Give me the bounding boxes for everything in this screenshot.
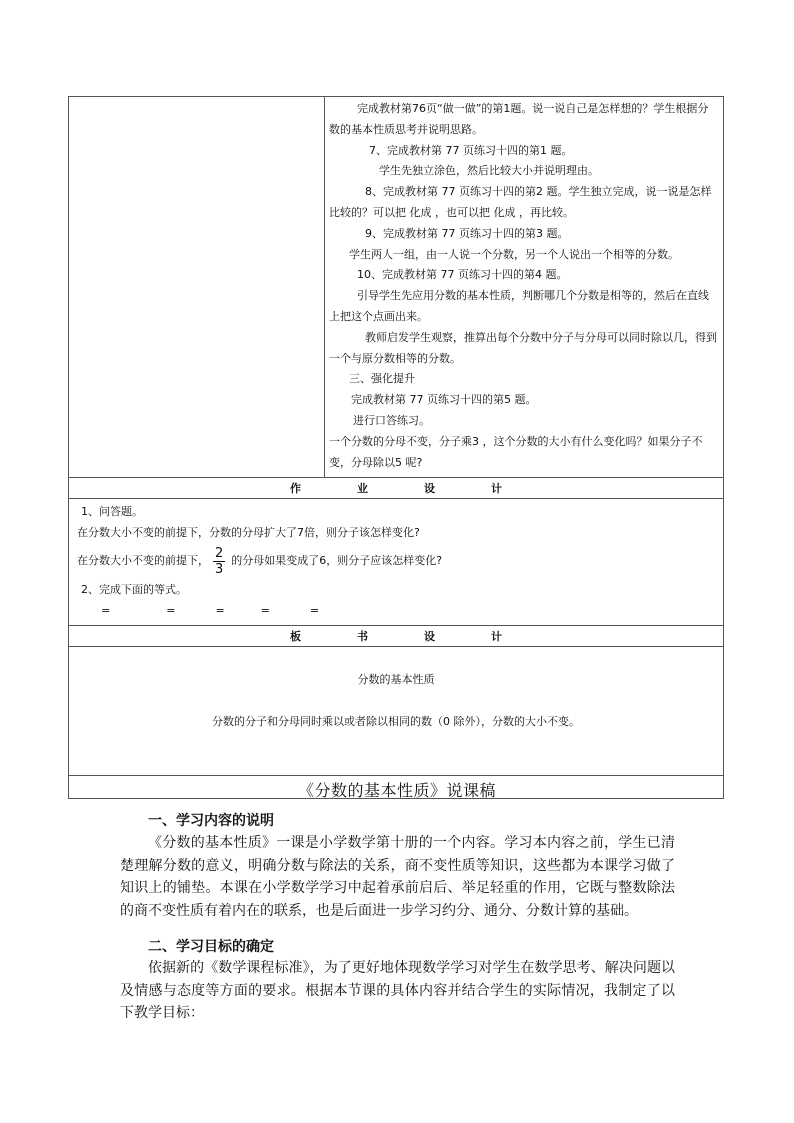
board-design-heading: 板 书 设 计 <box>69 626 723 647</box>
equals-sign: = <box>215 604 225 618</box>
equals-sign: = <box>309 604 320 618</box>
homework-question-title: 1、问答题。 <box>81 505 143 519</box>
process-line: 进行口答练习。 <box>353 413 430 427</box>
section-subheading: 三、强化提升 <box>349 372 415 386</box>
homework-question: 在分数大小不变的前提下，分数的分母扩大了7倍，则分子该怎样变化? <box>77 526 420 540</box>
section-heading: 二、学习目标的确定 <box>148 939 274 955</box>
process-line: 引导学生先应用分数的基本性质，判断哪几个分数是相等的，然后在直线上把这个点画出来。 <box>329 289 709 323</box>
process-label-cell <box>69 97 325 477</box>
equation-row <box>77 600 715 621</box>
fraction: $\frac{2}{3}$ <box>215 545 224 577</box>
homework-question: 在分数大小不变的前提下， $\frac{2}{3}$ 的分母如果变成了6，则分子应该怎样变化? <box>77 545 443 577</box>
section-paragraph: 依据新的《数学课程标准》，为了更好地体现数学学习对学生在数学思考、解决问题以及情感与态度等方面的要求。根据本节课的具体内容并结合学生的实际情况，我制定了以下教学目标： <box>120 960 675 1021</box>
board-design-content <box>69 647 723 776</box>
equals-sign: = <box>101 604 111 618</box>
process-line: 完成教材第76页“做一做”的第1题。说一说自己是怎样想的？学生根据分数的基本性质思考并说明思路。 <box>329 102 709 136</box>
process-line: 完成教材第 77 页练习十四的第5 题。 <box>351 393 537 407</box>
lecture-draft <box>0 778 794 1021</box>
homework-question-title: 2、完成下面的等式。 <box>81 583 187 597</box>
process-line: 一个分数的分母不变，分子乘3 ，这个分数的大小有什么变化吗？如果分子不变，分母除以5 呢? <box>329 434 703 469</box>
section-heading: 一、学习内容的说明 <box>148 813 274 829</box>
homework-heading: 作 业 设 计 <box>69 478 723 499</box>
process-line: 学生先独立涂色，然后比较大小并说明理由。 <box>379 164 599 178</box>
equals-sign: = <box>260 604 270 618</box>
lesson-plan-table-wrapper <box>68 96 724 799</box>
process-content-cell <box>325 97 723 477</box>
process-line: 8、完成教材第 77 页练习十四的第2 题。学生独立完成，说一说是怎样比较的？可以把 化成 ，也可以把 化成 ，再比较。 <box>329 185 712 219</box>
lesson-plan-table <box>68 96 724 799</box>
process-line: 教师启发学生观察，推算出每个分数中分子与分母可以同时除以几，得到一个与原分数相等的分数。 <box>329 330 717 365</box>
process-line: 9、完成教材第 77 页练习十四的第3 题。 <box>365 226 569 240</box>
process-line: 7、完成教材第 77 页练习十四的第1 题。 <box>369 143 573 157</box>
homework-content <box>69 499 723 626</box>
process-line: 10、完成教材第 77 页练习十四的第4 题。 <box>357 268 568 282</box>
process-row <box>69 97 723 478</box>
board-rule: 分数的分子和分母同时乘以或者除以相同的数（0 除外），分数的大小不变。 <box>212 715 580 729</box>
equals-sign: = <box>166 604 176 618</box>
board-title: 分数的基本性质 <box>357 673 435 687</box>
page-title: 《分数的基本性质》说课稿 <box>297 781 496 800</box>
process-line: 学生两人一组，由一人说一个分数，另一个人说出一个相等的分数。 <box>349 247 679 261</box>
section-paragraph: 《分数的基本性质》一课是小学数学第十册的一个内容。学习本内容之前，学生已清楚理解分数的意义，明确分数与除法的关系，商不变性质等知识，这些都为本课学习做了知识上的铺垫。本课在小学数学学习中起着承前启后、举足轻重的作用，它既与整数除法的商不变性质有着内在的联系，也是后面进一步学习约分、通分、分数计算的基础。 <box>120 835 675 919</box>
